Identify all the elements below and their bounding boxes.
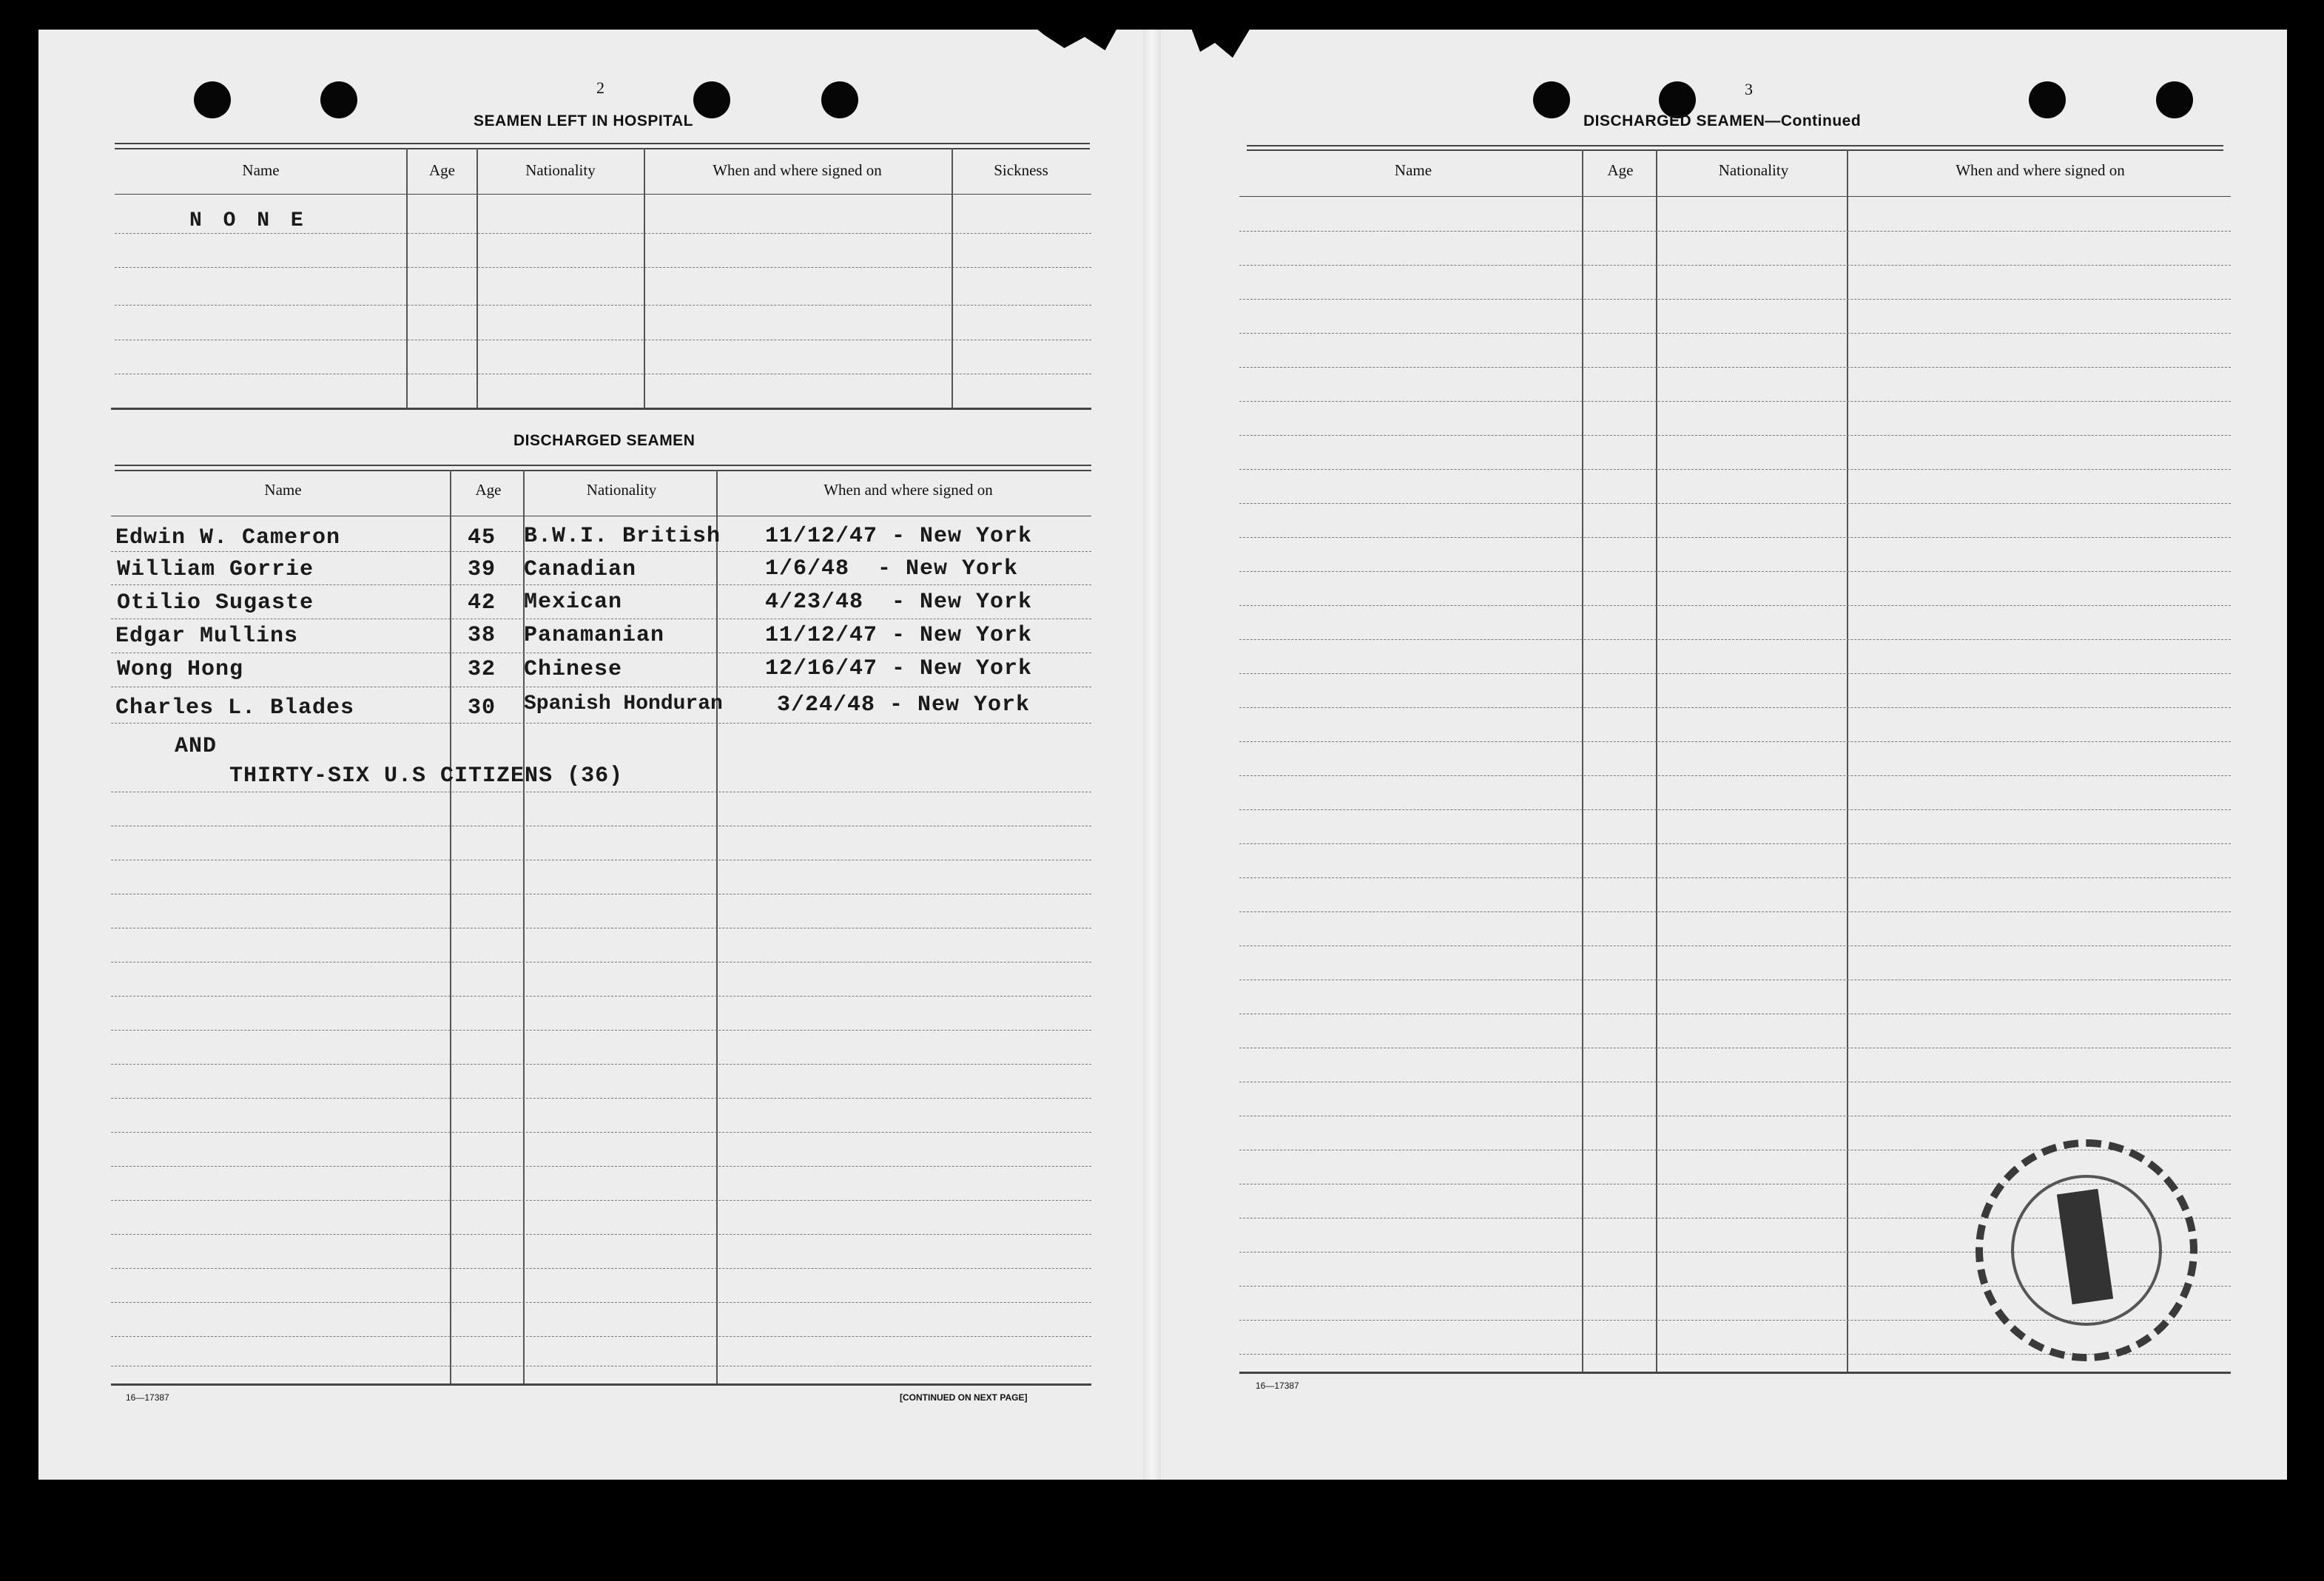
ruled-line xyxy=(115,233,1091,234)
col-header-nationality: Nationality xyxy=(1718,161,1789,179)
punch-hole xyxy=(2156,81,2193,118)
punch-hole xyxy=(2029,81,2066,118)
rule xyxy=(115,143,1090,144)
rule xyxy=(1247,145,2223,146)
ruled-line xyxy=(1239,299,2231,300)
ruled-line xyxy=(1239,809,2231,810)
ruled-line xyxy=(1239,877,2231,878)
ruled-line xyxy=(1239,571,2231,572)
seaman-nationality: Spanish Honduran xyxy=(524,692,723,715)
ruled-line xyxy=(1239,911,2231,912)
continued-note: [CONTINUED ON NEXT PAGE] xyxy=(900,1392,1028,1403)
seaman-signed-on: 11/12/47 - New York xyxy=(765,524,1033,549)
ruled-line xyxy=(1239,775,2231,776)
ruled-line xyxy=(111,1064,1091,1065)
seaman-age: 32 xyxy=(468,657,496,682)
continued-section-title: DISCHARGED SEAMEN—Continued xyxy=(1583,112,1862,129)
col-header-name: Name xyxy=(1394,161,1432,179)
col-divider xyxy=(450,470,451,1384)
ruled-line xyxy=(1239,605,2231,606)
col-divider xyxy=(406,148,408,408)
rule xyxy=(115,470,1091,471)
ruled-line xyxy=(1239,945,2231,946)
ruled-line xyxy=(111,996,1091,997)
col-header-nationality: Nationality xyxy=(525,161,596,179)
punch-hole xyxy=(693,81,730,118)
rule xyxy=(1239,1372,2231,1374)
ruled-line xyxy=(1239,537,2231,538)
page-number: 3 xyxy=(1745,80,1753,98)
col-header-name: Name xyxy=(264,481,302,499)
rule xyxy=(115,465,1091,466)
punch-hole xyxy=(1533,81,1570,118)
ruled-line xyxy=(1239,333,2231,334)
punch-hole xyxy=(821,81,858,118)
col-header-age: Age xyxy=(429,161,455,179)
col-divider xyxy=(644,148,645,408)
seaman-name: Charles L. Blades xyxy=(115,695,355,721)
ruled-line xyxy=(111,1234,1091,1235)
official-stamp xyxy=(1976,1139,2197,1361)
ruled-line xyxy=(111,584,1091,585)
seaman-age: 42 xyxy=(468,590,496,616)
page-number: 2 xyxy=(596,78,604,97)
seaman-signed-on: 11/12/47 - New York xyxy=(765,623,1033,648)
seaman-name: William Gorrie xyxy=(117,557,314,582)
page-fold xyxy=(1143,30,1161,1480)
ruled-line xyxy=(1239,401,2231,402)
ruled-line xyxy=(111,1166,1091,1167)
discharged-section-title: DISCHARGED SEAMEN xyxy=(513,432,695,449)
col-header-signed-on: When and where signed on xyxy=(713,161,882,179)
col-header-nationality: Nationality xyxy=(586,481,657,499)
col-divider xyxy=(476,148,478,408)
seaman-nationality: Chinese xyxy=(524,657,623,682)
rule xyxy=(115,148,1090,149)
seaman-age: 45 xyxy=(468,525,496,550)
ruled-line xyxy=(1239,639,2231,640)
rule xyxy=(111,1383,1091,1386)
seaman-signed-on: 3/24/48 - New York xyxy=(777,692,1031,718)
and-line: AND xyxy=(175,734,218,759)
seaman-signed-on: 12/16/47 - New York xyxy=(765,656,1033,681)
punch-hole xyxy=(320,81,357,118)
seaman-age: 38 xyxy=(468,623,496,648)
ruled-line xyxy=(111,1336,1091,1337)
col-header-age: Age xyxy=(1607,161,1634,179)
ruled-line xyxy=(111,1098,1091,1099)
seaman-signed-on: 1/6/48 - New York xyxy=(765,556,1019,582)
ruled-line xyxy=(115,267,1091,268)
seaman-nationality: Mexican xyxy=(524,590,623,615)
seaman-age: 39 xyxy=(468,557,496,582)
ruled-line xyxy=(1239,673,2231,674)
ruled-line xyxy=(1239,503,2231,504)
ruled-line xyxy=(111,962,1091,963)
seaman-age: 30 xyxy=(468,695,496,721)
ruled-line xyxy=(111,1302,1091,1303)
col-divider xyxy=(716,470,718,1384)
col-header-name: Name xyxy=(242,161,280,179)
hospital-entry: N O N E xyxy=(189,209,308,232)
ruled-line xyxy=(111,1200,1091,1201)
ruled-line xyxy=(111,723,1091,724)
ruled-line xyxy=(1239,707,2231,708)
col-header-signed-on: When and where signed on xyxy=(823,481,993,499)
col-divider xyxy=(952,148,953,408)
hospital-section-title: SEAMEN LEFT IN HOSPITAL xyxy=(474,112,693,129)
ruled-line xyxy=(115,305,1091,306)
seaman-nationality: Panamanian xyxy=(524,623,665,648)
ruled-line xyxy=(1239,843,2231,844)
form-number: 16—17387 xyxy=(1256,1381,1299,1391)
ruled-line xyxy=(111,1030,1091,1031)
rule xyxy=(111,408,1091,410)
ruled-line xyxy=(111,618,1091,619)
seaman-nationality: Canadian xyxy=(524,557,637,582)
seaman-nationality: B.W.I. British xyxy=(524,524,721,549)
rule xyxy=(115,194,1091,195)
seaman-signed-on: 4/23/48 - New York xyxy=(765,590,1033,615)
ruled-line xyxy=(1239,265,2231,266)
ruled-line xyxy=(1239,231,2231,232)
ruled-line xyxy=(1239,435,2231,436)
ruled-line xyxy=(111,1268,1091,1269)
form-number: 16—17387 xyxy=(126,1392,169,1403)
citizens-line: THIRTY-SIX U.S CITIZENS (36) xyxy=(229,763,624,789)
rule xyxy=(1239,196,2231,197)
col-header-sickness: Sickness xyxy=(994,161,1048,179)
ruled-line xyxy=(111,551,1091,552)
ruled-line xyxy=(111,1132,1091,1133)
punch-hole xyxy=(194,81,231,118)
rule xyxy=(1247,149,2223,151)
seaman-name: Edgar Mullins xyxy=(115,624,299,649)
col-header-signed-on: When and where signed on xyxy=(1956,161,2125,179)
col-header-age: Age xyxy=(475,481,502,499)
ruled-line xyxy=(1239,741,2231,742)
ruled-line xyxy=(1239,367,2231,368)
seaman-name: Edwin W. Cameron xyxy=(115,525,341,550)
ruled-line xyxy=(1239,469,2231,470)
seaman-name: Wong Hong xyxy=(117,657,244,682)
seaman-name: Otilio Sugaste xyxy=(117,590,314,616)
